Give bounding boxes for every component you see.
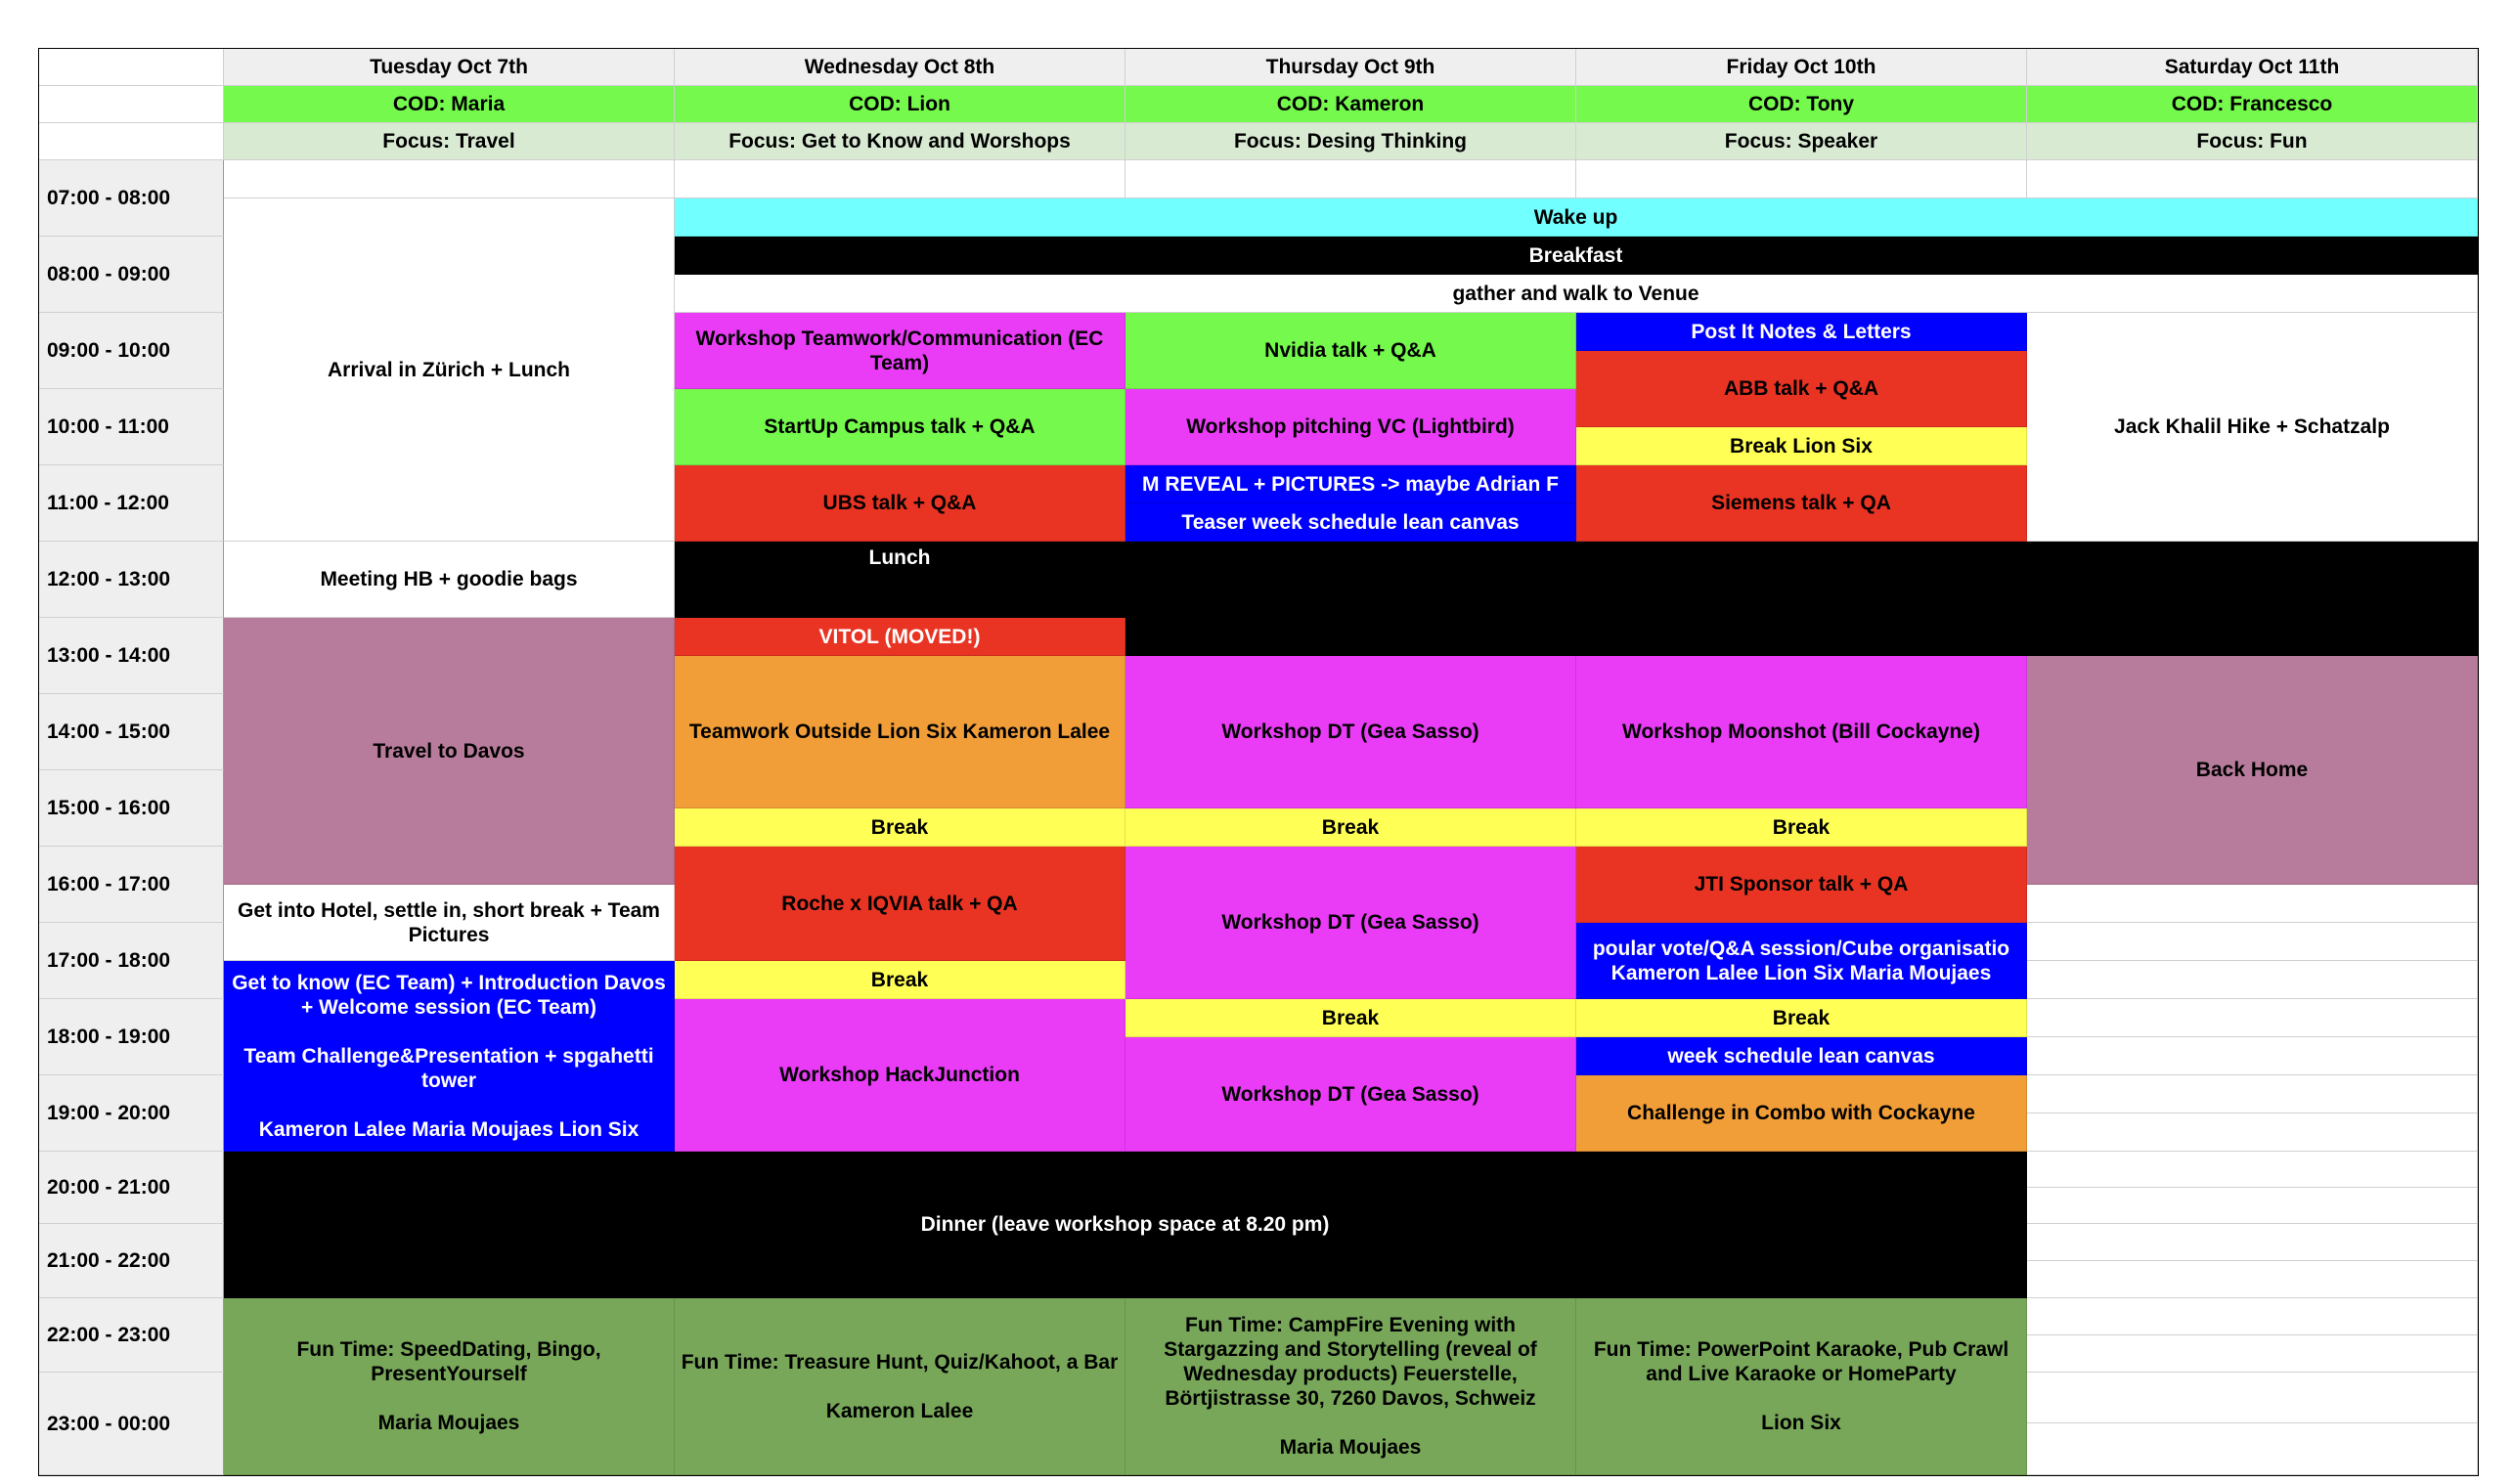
cod-cell[interactable]: COD: Lion [675,86,1125,123]
empty-cell[interactable] [2027,1373,2478,1423]
empty-cell[interactable] [2027,1188,2478,1224]
event-cell[interactable]: M REVEAL + PICTURES -> maybe Adrian F [1125,465,1576,503]
event-cell[interactable]: Fun Time: Treasure Hunt, Quiz/Kahoot, a Bar Kameron Lalee [675,1298,1125,1475]
event-cell[interactable]: VITOL (MOVED!) [675,618,1125,656]
day-header[interactable]: Friday Oct 10th [1576,49,2027,86]
empty-cell[interactable] [2027,1224,2478,1261]
empty-cell[interactable] [2027,1152,2478,1188]
empty-cell[interactable] [2027,999,2478,1037]
focus-cell[interactable]: Focus: Travel [224,123,675,160]
empty-cell[interactable] [2027,1261,2478,1298]
event-cell[interactable]: Breakfast [675,237,2478,275]
time-label[interactable]: 18:00 - 19:00 [39,999,224,1075]
time-label[interactable]: 16:00 - 17:00 [39,847,224,923]
event-cell[interactable]: Siemens talk + QA [1576,465,2027,542]
event-cell[interactable]: JTI Sponsor talk + QA [1576,847,2027,923]
time-label[interactable]: 20:00 - 21:00 [39,1152,224,1224]
time-label[interactable]: 13:00 - 14:00 [39,618,224,694]
focus-cell[interactable]: Focus: Speaker [1576,123,2027,160]
event-cell[interactable]: Roche x IQVIA talk + QA [675,847,1125,961]
event-cell[interactable]: Break [1125,999,1576,1037]
event-cell[interactable]: Back Home [2027,656,2478,885]
time-label[interactable]: 07:00 - 08:00 [39,160,224,237]
event-cell[interactable]: week schedule lean canvas [1576,1037,2027,1075]
event-cell[interactable]: ABB talk + Q&A [1576,351,2027,427]
event-cell[interactable]: Break [1576,808,2027,847]
time-label[interactable]: 10:00 - 11:00 [39,389,224,465]
event-cell[interactable]: Workshop pitching VC (Lightbird) [1125,389,1576,465]
event-cell[interactable]: Break [675,961,1125,999]
empty-cell[interactable] [675,160,1125,198]
day-header[interactable]: Saturday Oct 11th [2027,49,2478,86]
event-cell[interactable]: Get to know (EC Team) + Introduction Davos + Welcome session (EC Team) Team Challenge&Presentation + spgahetti tower Kameron Lalee Maria Moujaes Lion Six [224,961,675,1152]
time-label[interactable]: 14:00 - 15:00 [39,694,224,770]
event-cell[interactable]: Break [675,808,1125,847]
event-cell[interactable]: poular vote/Q&A session/Cube organisatio Kameron Lalee Lion Six Maria Moujaes [1576,923,2027,999]
empty-cell[interactable] [2027,160,2478,198]
header-corner-cell [39,123,224,160]
event-cell[interactable]: Workshop DT (Gea Sasso) [1125,847,1576,999]
focus-cell[interactable]: Focus: Fun [2027,123,2478,160]
time-label[interactable]: 08:00 - 09:00 [39,237,224,313]
event-cell[interactable]: Fun Time: PowerPoint Karaoke, Pub Crawl and Live Karaoke or HomeParty Lion Six [1576,1298,2027,1475]
cod-cell[interactable]: COD: Maria [224,86,675,123]
empty-cell[interactable] [2027,1037,2478,1075]
header-corner-cell [39,86,224,123]
event-cell[interactable]: Break [1576,999,2027,1037]
day-header[interactable]: Wednesday Oct 8th [675,49,1125,86]
time-label[interactable]: 11:00 - 12:00 [39,465,224,542]
time-label[interactable]: 17:00 - 18:00 [39,923,224,999]
cod-cell[interactable]: COD: Francesco [2027,86,2478,123]
event-cell[interactable]: Jack Khalil Hike + Schatzalp [2027,313,2478,542]
empty-cell[interactable] [2027,1298,2478,1335]
day-header[interactable]: Tuesday Oct 7th [224,49,675,86]
empty-cell[interactable] [2027,1075,2478,1113]
event-cell[interactable]: Lunch [675,542,1125,618]
event-cell[interactable]: Teaser week schedule lean canvas [1125,503,1576,542]
lunch-block[interactable] [1125,542,2478,656]
event-cell[interactable]: Fun Time: CampFire Evening with Stargazzing and Storytelling (reveal of Wednesday products) Feuerstelle, Börtjistrasse 30, 7260 Davos, Schweiz Maria Moujaes [1125,1298,1576,1475]
event-cell[interactable]: Post It Notes & Letters [1576,313,2027,351]
event-cell[interactable]: Arrival in Zürich + Lunch [224,198,675,542]
empty-cell[interactable] [1576,160,2027,198]
event-cell[interactable]: StartUp Campus talk + Q&A [675,389,1125,465]
event-cell[interactable]: Workshop DT (Gea Sasso) [1125,656,1576,808]
day-header[interactable]: Thursday Oct 9th [1125,49,1576,86]
empty-cell[interactable] [2027,1335,2478,1373]
event-cell[interactable]: Wake up [675,198,2478,237]
schedule-grid [38,48,2479,1476]
event-cell[interactable]: Teamwork Outside Lion Six Kameron Lalee [675,656,1125,808]
event-cell[interactable]: UBS talk + Q&A [675,465,1125,542]
time-label[interactable]: 22:00 - 23:00 [39,1298,224,1373]
empty-cell[interactable] [2027,885,2478,923]
event-cell[interactable]: Workshop Teamwork/Communication (EC Team) [675,313,1125,389]
event-cell[interactable]: Workshop HackJunction [675,999,1125,1152]
focus-cell[interactable]: Focus: Get to Know and Worshops [675,123,1125,160]
event-cell[interactable]: Dinner (leave workshop space at 8.20 pm) [224,1152,2027,1298]
time-label[interactable]: 21:00 - 22:00 [39,1224,224,1298]
empty-cell[interactable] [2027,1423,2478,1475]
cod-cell[interactable]: COD: Kameron [1125,86,1576,123]
time-label[interactable]: 23:00 - 00:00 [39,1373,224,1475]
empty-cell[interactable] [2027,1113,2478,1152]
event-cell[interactable]: gather and walk to Venue [675,275,2478,313]
header-corner-cell [39,49,224,86]
empty-cell[interactable] [224,160,675,198]
time-label[interactable]: 12:00 - 13:00 [39,542,224,618]
event-cell[interactable]: Get into Hotel, settle in, short break + Team Pictures [224,885,675,961]
event-cell[interactable]: Workshop DT (Gea Sasso) [1125,1037,1576,1152]
time-label[interactable]: 09:00 - 10:00 [39,313,224,389]
empty-cell[interactable] [1125,160,1576,198]
empty-cell[interactable] [2027,961,2478,999]
empty-cell[interactable] [2027,923,2478,961]
cod-cell[interactable]: COD: Tony [1576,86,2027,123]
event-cell[interactable]: Nvidia talk + Q&A [1125,313,1576,389]
event-cell[interactable]: Travel to Davos [224,618,675,885]
time-label[interactable]: 19:00 - 20:00 [39,1075,224,1152]
event-cell[interactable]: Break [1125,808,1576,847]
event-cell[interactable]: Workshop Moonshot (Bill Cockayne) [1576,656,2027,808]
event-cell[interactable]: Challenge in Combo with Cockayne [1576,1075,2027,1152]
event-cell[interactable]: Meeting HB + goodie bags [224,542,675,618]
event-cell[interactable]: Fun Time: SpeedDating, Bingo, PresentYourself Maria Moujaes [224,1298,675,1475]
event-cell[interactable]: Break Lion Six [1576,427,2027,465]
focus-cell[interactable]: Focus: Desing Thinking [1125,123,1576,160]
time-label[interactable]: 15:00 - 16:00 [39,770,224,847]
